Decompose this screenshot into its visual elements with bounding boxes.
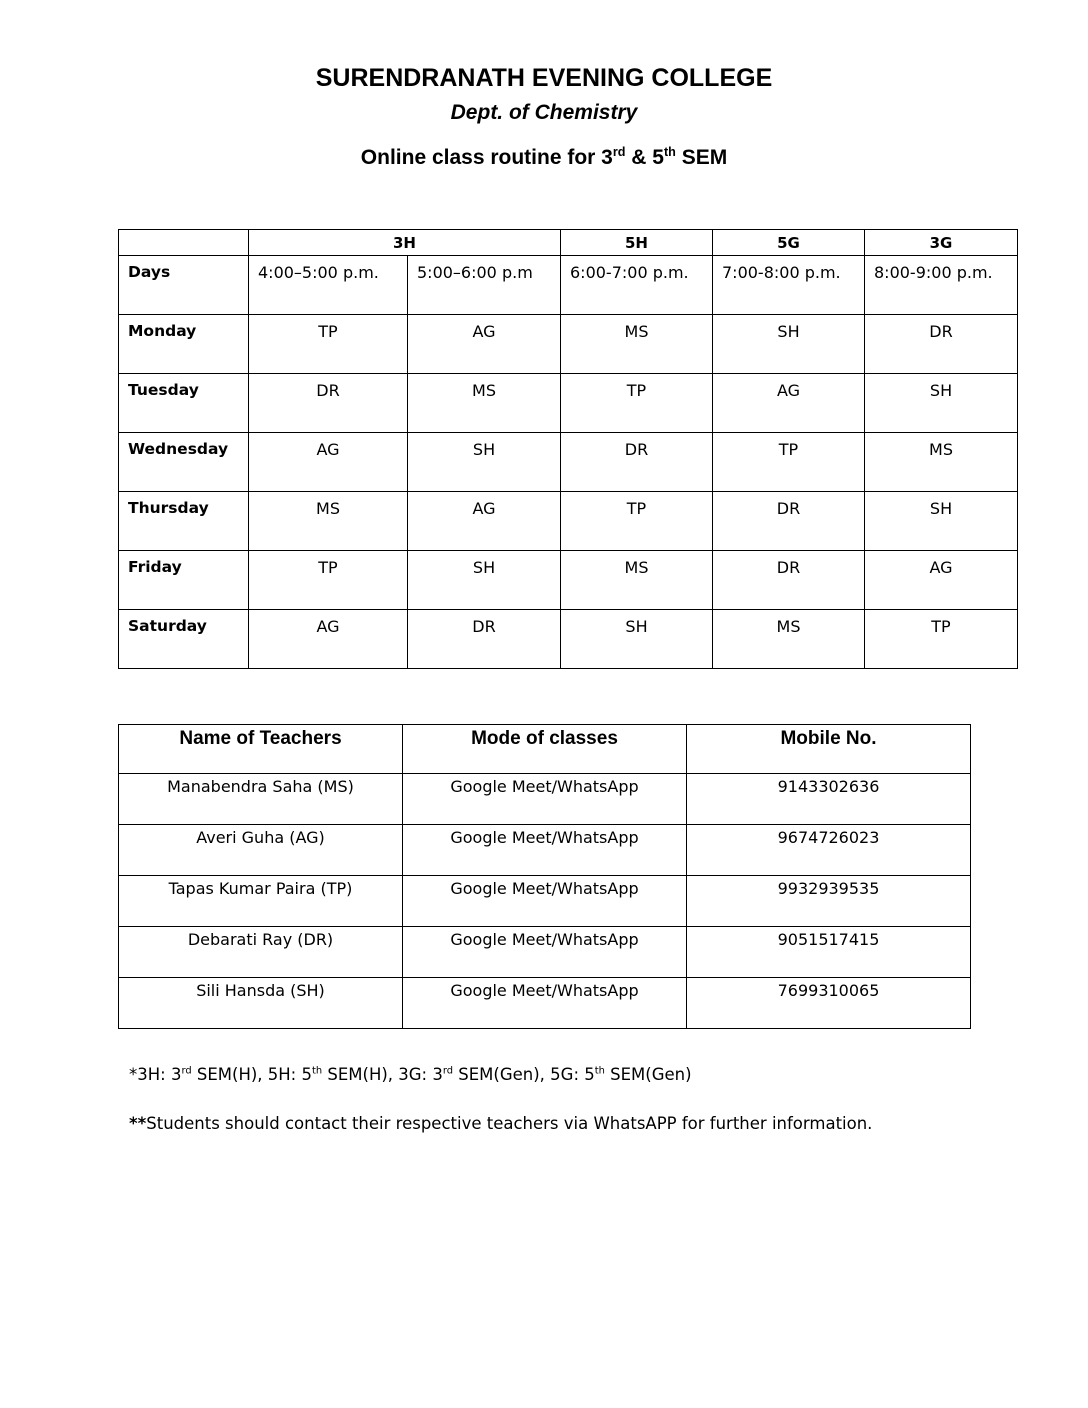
day-cell: Tuesday [119,374,249,433]
teacher-code-cell: AG [865,551,1018,610]
mobile-number: 9932939535 [687,876,971,927]
teachers-header: Mobile No. [687,725,971,774]
department-name: Dept. of Chemistry [450,101,638,124]
time-slot: 7:00-8:00 p.m. [713,256,865,315]
teacher-name: Debarati Ray (DR) [119,927,403,978]
class-mode: Google Meet/WhatsApp [403,927,687,978]
day-cell: Friday [119,551,249,610]
teacher-code-cell: MS [408,374,561,433]
teacher-name: Averi Guha (AG) [119,825,403,876]
time-slot: 8:00-9:00 p.m. [865,256,1018,315]
teacher-name: Manabendra Saha (MS) [119,774,403,825]
day-cell: Monday [119,315,249,374]
note-text: SEM(Gen), 5G: 5 [453,1065,595,1084]
teacher-code-cell: TP [561,492,713,551]
teachers-header: Mode of classes [403,725,687,774]
teacher-code-cell: SH [408,551,561,610]
teacher-code-cell: DR [561,433,713,492]
routine-title-part: & 5 [625,146,664,169]
routine-title-part: SEM [675,146,728,169]
day-cell: Wednesday [119,433,249,492]
day-cell: Thursday [119,492,249,551]
group-header-row [119,230,1018,256]
blank-header-cell [119,230,249,256]
teacher-code-cell: MS [249,492,408,551]
class-mode: Google Meet/WhatsApp [403,978,687,1029]
teacher-code-cell: MS [561,315,713,374]
teacher-code-cell: AG [249,610,408,669]
teacher-code-cell: SH [408,433,561,492]
contact-note [129,1114,872,1133]
teacher-code-cell: AG [249,433,408,492]
note-text: SEM(Gen) [604,1065,692,1084]
teacher-code-cell: DR [713,551,865,610]
teacher-name: Tapas Kumar Paira (TP) [119,876,403,927]
teacher-code-cell: DR [865,315,1018,374]
routine-title-sup: rd [612,145,626,159]
teacher-row [119,876,971,927]
teacher-code-cell: AG [408,315,561,374]
time-slot: 4:00–5:00 p.m. [249,256,408,315]
time-slot: 6:00-7:00 p.m. [561,256,713,315]
schedule-row [119,315,1018,374]
routine-title [0,146,1088,170]
teacher-code-cell: TP [713,433,865,492]
note-text: Students should contact their respective teachers via WhatsAPP for further information. [146,1114,873,1133]
note-text: *3H: 3 [129,1065,182,1084]
teacher-code-cell: SH [865,374,1018,433]
note-sup: rd [442,1065,454,1077]
time-slot: 5:00–6:00 p.m [408,256,561,315]
teacher-code-cell: MS [561,551,713,610]
note-stars: ** [129,1114,147,1133]
class-mode: Google Meet/WhatsApp [403,876,687,927]
mobile-number: 9051517415 [687,927,971,978]
group-header: 3G [865,230,1018,256]
schedule-row [119,374,1018,433]
class-mode: Google Meet/WhatsApp [403,825,687,876]
teacher-code-cell: DR [408,610,561,669]
teacher-code-cell: AG [713,374,865,433]
time-slot-row [119,256,1018,315]
note-sup: th [311,1065,323,1077]
routine-title-part: Online class routine for 3 [360,146,613,169]
teacher-code-cell: TP [249,315,408,374]
teacher-code-cell: TP [865,610,1018,669]
teacher-code-cell: SH [561,610,713,669]
note-sup: th [594,1065,605,1077]
group-header: 5H [561,230,713,256]
college-name: SURENDRANATH EVENING COLLEGE [315,64,773,92]
days-label: Days [119,256,249,315]
teachers-table [118,724,971,1029]
schedule-row [119,610,1018,669]
teacher-code-cell: SH [713,315,865,374]
mobile-number: 7699310065 [687,978,971,1029]
class-mode: Google Meet/WhatsApp [403,774,687,825]
teachers-header-row [119,725,971,774]
teacher-code-cell: TP [561,374,713,433]
day-cell: Saturday [119,610,249,669]
abbreviation-note [129,1065,692,1084]
group-header: 3H [249,230,561,256]
teacher-name: Sili Hansda (SH) [119,978,403,1029]
schedule-row [119,433,1018,492]
schedule-row [119,551,1018,610]
teacher-row [119,825,971,876]
teachers-header: Name of Teachers [119,725,403,774]
routine-title-sup: th [663,145,676,159]
teacher-code-cell: DR [249,374,408,433]
teacher-row [119,927,971,978]
teacher-code-cell: AG [408,492,561,551]
teacher-row [119,774,971,825]
mobile-number: 9143302636 [687,774,971,825]
note-text: SEM(H), 5H: 5 [191,1065,312,1084]
teacher-code-cell: SH [865,492,1018,551]
schedule-row [119,492,1018,551]
teacher-code-cell: DR [713,492,865,551]
mobile-number: 9674726023 [687,825,971,876]
teacher-code-cell: TP [249,551,408,610]
note-text: SEM(H), 3G: 3 [322,1065,443,1084]
group-header: 5G [713,230,865,256]
teacher-row [119,978,971,1029]
note-sup: rd [181,1065,192,1077]
teacher-code-cell: MS [713,610,865,669]
teacher-code-cell: MS [865,433,1018,492]
schedule-table [118,229,1018,669]
